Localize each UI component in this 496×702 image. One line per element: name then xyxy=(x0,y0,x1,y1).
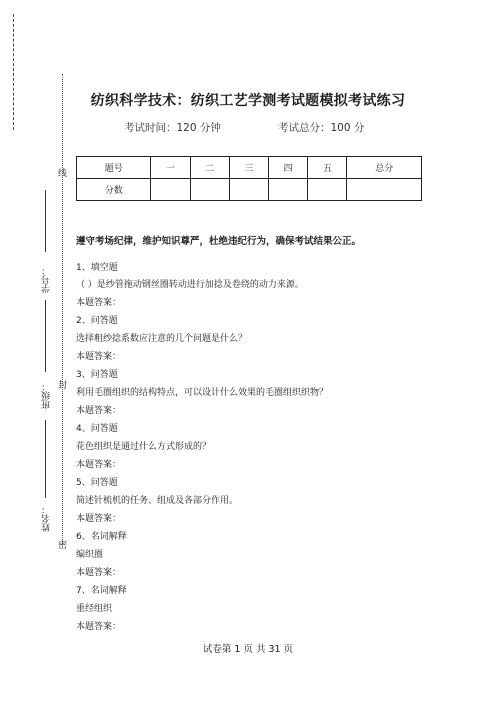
question-1-text: （ ）是纱管拖动钢丝圈转动进行加捻及卷绕的动力来源。 xyxy=(76,280,304,290)
question-2-heading: 2、问答题 xyxy=(76,316,118,326)
student-id-underline xyxy=(45,190,46,252)
question-7-answer: 本题答案： xyxy=(76,622,122,632)
question-5-answer: 本题答案： xyxy=(76,514,122,524)
question-6-answer: 本题答案： xyxy=(76,568,122,578)
exam-time: 考试时间：120 分钟 xyxy=(124,122,221,134)
header-cell: 总分 xyxy=(347,157,422,179)
class-label: 班级： xyxy=(42,382,52,409)
question-2-answer: 本题答案： xyxy=(76,352,122,362)
exam-title: 纺织科学技术：纺织工艺学测考试题模拟考试练习 xyxy=(90,93,406,109)
question-4-answer: 本题答案： xyxy=(76,460,122,470)
question-4-heading: 4、问答题 xyxy=(76,424,118,434)
binding-dashed-line xyxy=(13,14,14,130)
margin-mark-mi: 密 xyxy=(58,541,68,551)
margin-mark-xian: 线 xyxy=(58,169,68,179)
question-1-heading: 1、填空题 xyxy=(76,263,118,273)
question-6-text: 编织圈 xyxy=(76,550,104,560)
question-1-answer: 本题答案： xyxy=(76,298,122,308)
question-6-heading: 6、名词解释 xyxy=(76,532,127,542)
header-cell: 一 xyxy=(151,157,190,179)
name-underline xyxy=(45,420,46,498)
page-footer: 试卷第 1 页 共 31 页 xyxy=(202,644,294,655)
margin-mark-feng: 封 xyxy=(58,381,68,391)
name-label: 姓名： xyxy=(42,505,52,532)
score-cell xyxy=(308,179,347,201)
header-cell: 五 xyxy=(308,157,347,179)
question-5-heading: 5、问答题 xyxy=(76,478,118,488)
header-cell: 三 xyxy=(229,157,268,179)
question-4-text: 花色组织是通过什么方式形成的？ xyxy=(76,442,212,452)
question-3-heading: 3、问答题 xyxy=(76,370,118,380)
question-3-text: 利用毛圈组织的结构特点，可以设计什么效果的毛圈组织织物？ xyxy=(76,388,329,398)
binding-dotted-line xyxy=(62,74,63,544)
exam-notice: 遵守考场纪律，维护知识尊严，杜绝违纪行为，确保考试结果公正。 xyxy=(76,236,362,247)
score-table xyxy=(76,156,422,201)
score-cell xyxy=(269,179,308,201)
score-cell xyxy=(190,179,229,201)
exam-total-score: 考试总分：100 分 xyxy=(278,122,365,134)
header-cell: 二 xyxy=(190,157,229,179)
class-underline xyxy=(45,300,46,372)
question-7-heading: 7、名词解释 xyxy=(76,586,127,596)
score-cell xyxy=(151,179,190,201)
question-7-text: 重经组织 xyxy=(76,604,113,614)
score-table-header-row xyxy=(77,157,422,179)
header-cell: 四 xyxy=(269,157,308,179)
score-cell xyxy=(229,179,268,201)
question-2-text: 选择粗纱捻系数应注意的几个问题是什么？ xyxy=(76,334,248,344)
score-cell xyxy=(347,179,422,201)
question-5-text: 简述针梳机的任务、组成及各部分作用。 xyxy=(76,496,239,506)
score-table-score-row xyxy=(77,179,422,201)
header-cell: 题号 xyxy=(77,157,151,179)
student-id-label: 学号： xyxy=(42,266,52,293)
question-3-answer: 本题答案： xyxy=(76,406,122,416)
score-row-label: 分数 xyxy=(77,179,151,201)
